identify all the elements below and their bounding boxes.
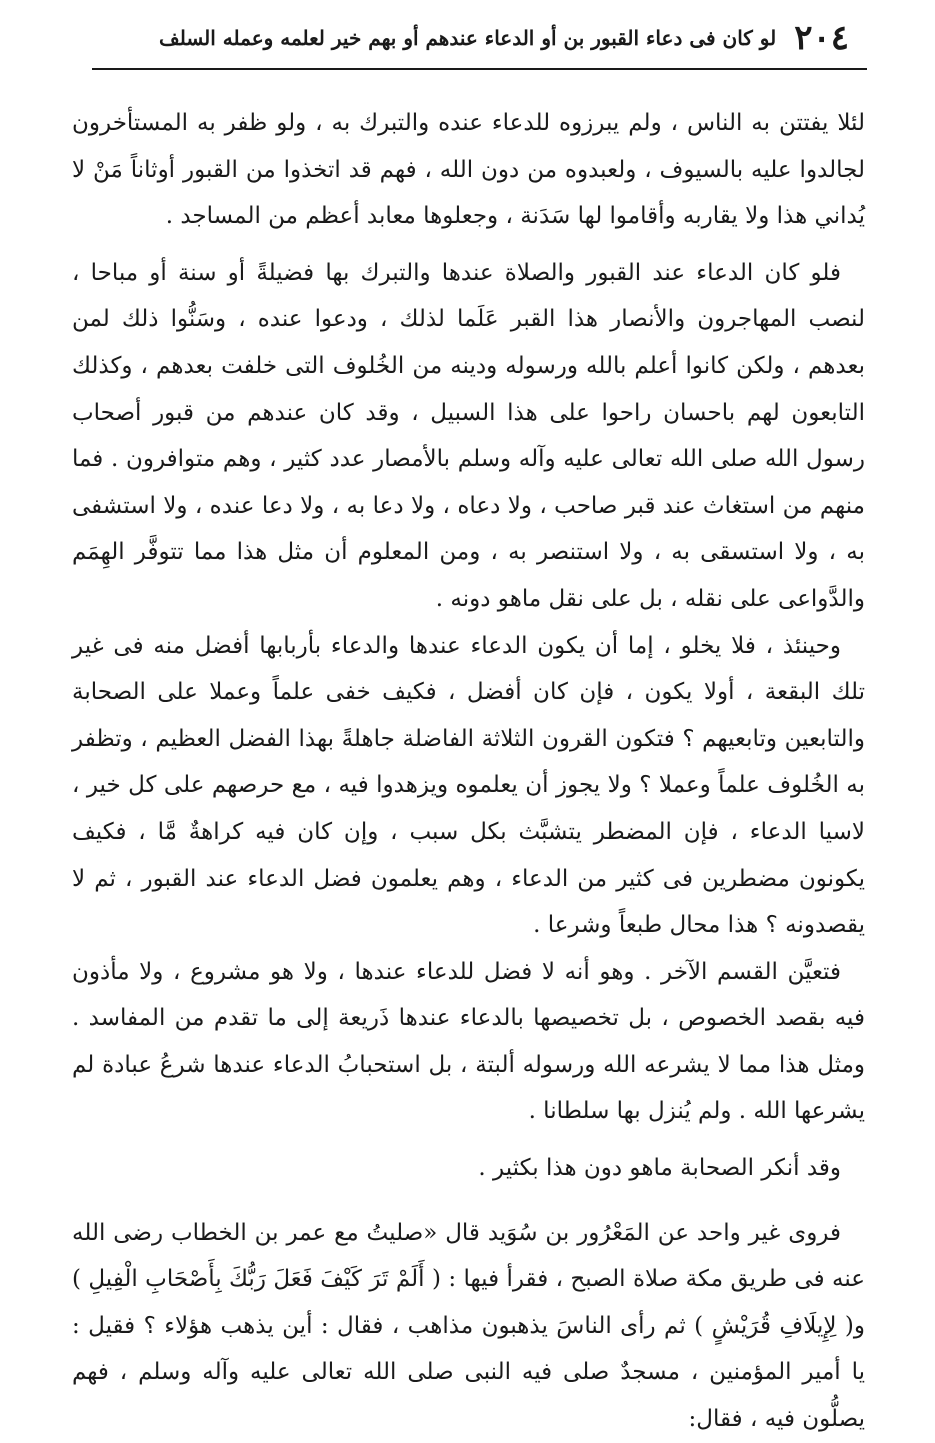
paragraph-3: وحينئذ ، فلا يخلو ، إما أن يكون الدعاء عندها والدعاء بأربابها أفضل منه فى غير تلك البقعة ، أولا يكون ، فإن كان أفضل ، فكيف خفى علماً وعملا على الصحابة والتابعين وتابعيهم ؟ فتكون القرون الثلاثة الفاضلة جاهلةً بهذا الفضل العظيم ، وتظفر به الخُلوف علماً وعملا ؟ ولا يجوز أن يعلموه ويزهدوا فيه ، مع حرصهم على كل خير ، لاسيا الدعاء ، فإن المضطر يتشبَّث بكل سبب ، وإن كان فيه كراهةٌ مَّا ، فكيف يكونون مضطرين فى كثير من الدعاء ، وهم يعلمون فضل الدعاء عند القبور ، ثم لا يقصدونه ؟ هذا محال طبعاً وشرعا .: [72, 632, 865, 939]
paragraph-2: فلو كان الدعاء عند القبور والصلاة عندها والتبرك بها فضيلةً أو سنة أو مباحا ، لنصب المهاجرون والأنصار هذا القبر عَلَما لذلك ، ودعوا عنده ، وسَنُّوا ذلك لمن بعدهم ، ولكن كانوا أعلم بالله ورسوله ودينه من الخُلوف التى خلفت بعدهم ، وكذلك التابعون لهم باحسان راحوا على هذا السبيل ، وقد كان عندهم من قبور أصحاب رسول الله صلى الله تعالى عليه وآله وسلم بالأمصار عدد كثير ، وهم متوافرون . فما منهم من استغاث عند قبر صاحب ، ولا دعاه ، ولا دعا به ، ولا دعا عنده ، ولا استشفى به ، ولا استسقى به ، ولا استنصر به ، ومن المعلوم أن مثل هذا مما تتوفَّر الهِمَم والدَّواعى على نقله ، بل على نقل ماهو دونه .: [72, 259, 866, 612]
page-number: ٢٠٤: [794, 18, 849, 58]
paragraph-6: فروى غير واحد عن المَعْرُور بن سُوَيد قال «صليتُ مع عمر بن الخطاب رضى الله عنه فى طريق مكة صلاة الصبح ، فقرأ فيها : ( أَلَمْ تَرَ كَيْفَ فَعَلَ رَبُّكَ بِأَصْحَابِ الْفِيلِ ) و( لِإِيلَافِ قُرَيْشٍ ) ثم رأى الناسَ يذهبون مذاهب ، فقال : أين يذهب هؤلاء ؟ فقيل : يا أمير المؤمنين ، مسجدٌ صلى فيه النبى صلى الله تعالى عليه وآله وسلم ، فهم يصلُّون فيه ، فقال:: [72, 1219, 865, 1433]
running-title: لو كان فى دعاء القبور بن أو الدعاء عندهم أو بهم خير لعلمه وعمله السلف: [159, 26, 777, 50]
body-text: [72, 100, 865, 1443]
header-rule: [92, 68, 867, 70]
paragraph-4: فتعيَّن القسم الآخر . وهو أنه لا فضل للدعاء عندها ، ولا هو مشروع ، ولا مأذون فيه بقصد الخصوص ، بل تخصيصها بالدعاء عندها ذَريعة إلى ما تقدم من المفاسد . ومثل هذا مما لا يشرعه الله ورسوله ألبتة ، بل استحبابُ الدعاء عندها شرعُ عبادة لم يشرعها الله . ولم يُنزل بها سلطانا .: [72, 958, 865, 1125]
paragraph-5: وقد أنكر الصحابة ماهو دون هذا بكثير .: [478, 1155, 841, 1182]
paragraph-1: لئلا يفتتن به الناس ، ولم يبرزوه للدعاء عنده والتبرك به ، ولو ظفر به المستأخرون لجالدوا عليه بالسيوف ، ولعبدوه من دون الله ، فهم قد اتخذوا من القبور أوثاناً مَنْ لا يُداني هذا ولا يقاربه وأقاموا لها سَدَنة ، وجعلوها معابد أعظم من المساجد .: [72, 110, 865, 230]
page-header: [78, 18, 853, 58]
